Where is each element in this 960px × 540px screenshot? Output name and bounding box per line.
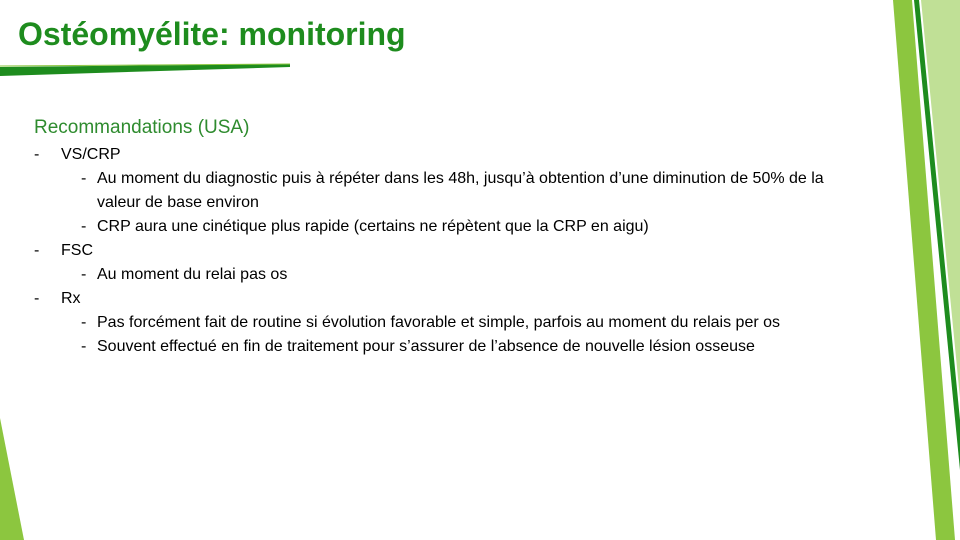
bullet-item-rx	[34, 287, 914, 311]
sub-bullet-dash: -	[81, 218, 87, 235]
sub-bullet-dash: -	[81, 266, 87, 283]
bullet-item-vs-crp	[34, 143, 914, 167]
sub-bullet-text: Au moment du diagnostic puis à répéter dans les 48h, jusqu’à obtention d’une diminution de 50% de la valeur de base environ	[97, 170, 824, 211]
bullet-label: Rx	[61, 290, 81, 307]
sub-bullet-item	[34, 167, 914, 215]
bullet-label: FSC	[61, 242, 93, 259]
sub-bullet-item	[34, 311, 914, 335]
sub-bullet-item	[34, 263, 914, 287]
bullet-dash: -	[34, 242, 40, 259]
slide-content	[34, 143, 914, 359]
left-accent-stripe	[0, 418, 24, 540]
sub-bullet-text: Pas forcément fait de routine si évolution favorable et simple, parfois au moment du relais per os	[97, 314, 781, 331]
bullet-item-fsc	[34, 239, 914, 263]
sub-bullet-dash: -	[81, 170, 87, 187]
sub-bullet-text: Souvent effectué en fin de traitement pour s’assurer de l’absence de nouvelle lésion osseuse	[97, 338, 755, 355]
bullet-dash: -	[34, 146, 40, 163]
sub-bullet-dash: -	[81, 314, 87, 331]
sub-bullet-text: Au moment du relai pas os	[97, 266, 288, 283]
slide-title: Ostéomyélite: monitoring	[18, 16, 406, 52]
sub-bullet-item	[34, 215, 914, 239]
slide-subtitle: Recommandations (USA)	[34, 117, 250, 138]
sub-bullet-dash: -	[81, 338, 87, 355]
sub-bullet-text: CRP aura une cinétique plus rapide (certains ne répètent que la CRP en aigu)	[97, 218, 649, 235]
sub-bullet-item	[34, 335, 914, 359]
bullet-dash: -	[34, 290, 40, 307]
bullet-label: VS/CRP	[61, 146, 121, 163]
